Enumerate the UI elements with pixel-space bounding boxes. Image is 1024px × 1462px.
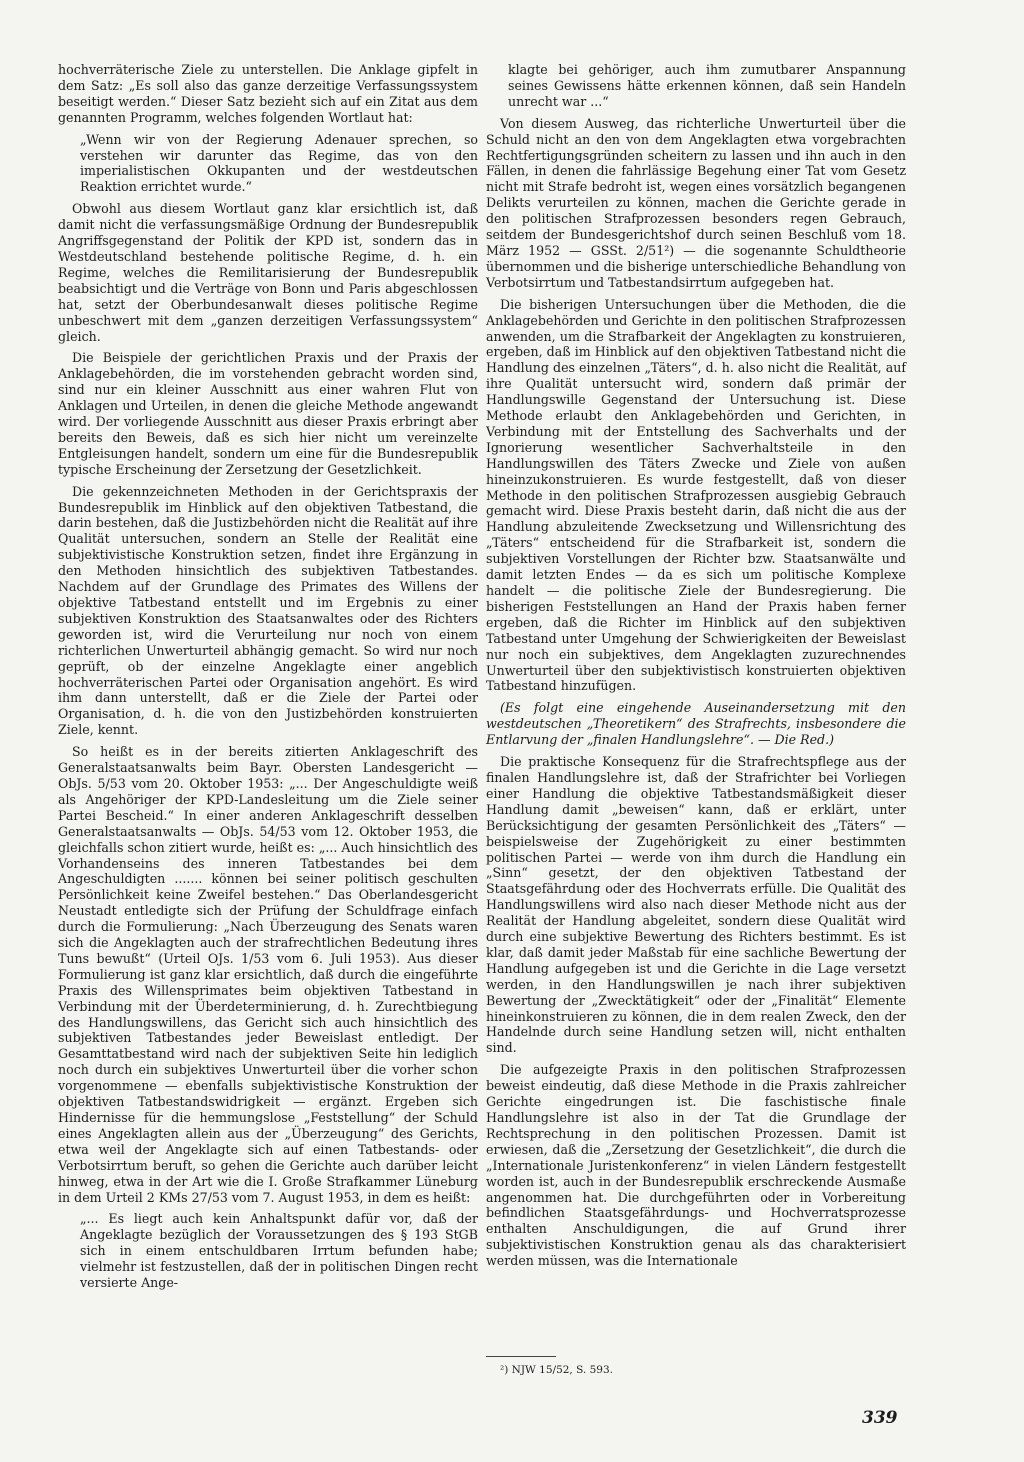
paragraph: Die aufgezeigte Praxis in den politischen Strafprozessen beweist eindeutig, daß diese Methode in die Praxis zahlreicher Gerichte eingedrungen ist. Die faschistische finale Handlungslehre ist also in der Tat die Grundlage der Rechtsprechung in den politischen Prozessen. Damit ist erwiesen, daß die „Zersetzung der Gesetzlichkeit“, die durch die „Internationale Juristenkonferenz“ in vielen Ländern festgestellt worden ist, auch in der Bundesrepublik erschreckende Ausmaße angenommen hat. Die durchgeführten oder in Vorbereitung befindlichen Staatsgefährdungs- und Hochverratsprozesse enthalten Anschuldigungen, die auf Grund ihrer subjektivistischen Konstruktion genau als das charakterisiert werden müssen, was die Internationale (486, 1062, 906, 1269)
block-quote: „Wenn wir von der Regierung Adenauer sprechen, so verstehen wir darunter das Regime, das von den imperialistischen Okkupanten und der westdeutschen Reaktion errichtet wurde.“ (80, 131, 478, 195)
paragraph: hochverräterische Ziele zu unterstellen. Die Anklage gipfelt in dem Satz: „Es soll also das ganze derzeitige Verfassungssystem beseitigt werden.“ Dieser Satz bezieht sich auf ein Zitat aus dem genannten Programm, welches folgenden Wortlaut hat: (58, 62, 478, 125)
paragraph: Die gekennzeichneten Methoden in der Gerichtspraxis der Bundesrepublik im Hinblick auf den objektiven Tatbestand, die darin bestehen, daß die Justizbehörden nicht die Realität auf ihre Qualität untersuchen, sondern an Stelle der Realität eine subjektivistische Konstruktion setzen, findet ihre Ergänzung in den Methoden hinsichtlich des subjektiven Tatbestandes. Nachdem auf der Grundlage des Primates des Willens der objektive Tatbestand entstellt und im Ergebnis zu einer subjektiven Konstruktion des Staatsanwaltes oder des Richters geworden ist, wird die Verurteilung nur noch von einem richterlichen Unwerturteil abhängig gemacht. So wird nur noch geprüft, ob der einzelne Angeklagte einer angeblich hochverräterischen Partei oder Organisation angehört. Es wird ihm dann unterstellt, daß er die Ziele der Partei oder Organisation, d. h. die von den Justizbehörden konstruierten Ziele, kennt. (58, 483, 478, 738)
paragraph: So heißt es in der bereits zitierten Anklageschrift des Generalstaatsanwalts beim Bayr. Obersten Landesgericht — ObJs. 5/53 vom 20. Oktober 1953: „... Der Angeschuldigte weiß als Angehöriger der KPD-Landesleitung um die Ziele seiner Partei Bescheid.“ In einer anderen Anklageschrift desselben Generalstaatsanwalts — ObJs. 54/53 vom 12. Oktober 1953, die gleichfalls schon zitiert wurde, heißt es: „... Auch hinsichtlich des Vorhandenseins des inneren Tatbestandes bei dem Angeschuldigten ....... können bei seiner politisch geschulten Persönlichkeit keine Zweifel bestehen.“ Das Oberlandesgericht Neustadt entledigte sich der Prüfung der Schuldfrage einfach durch die Formulierung: „Nach Überzeugung des Senats waren sich die Angeklagten auch der strafrechtlichen Bedeutung ihres Tuns bewußt“ (Urteil OJs. 1/53 vom 6. Juli 1953). Aus dieser Formulierung ist ganz klar ersichtlich, daß durch die eingeführte Praxis des Willensprimates beim objektiven Tatbestand in Verbindung mit der Überdeterminierung, d. h. Zurechtbiegung des Handlungswillens, das Gericht sich auch hinsichtlich des subjektiven Tatbestandes jeder Beweislast entledigt. Der Gesamttatbestand wird nach der subjektiven Seite hin lediglich noch durch ein subjektives Unwerturteil über die vorher schon vorgenommene — ebenfalls subjektivistische Konstruktion der objektiven Tatbestandswidrigkeit — ergänzt. Ergeben sich Hindernisse für die hemmungslose „Feststellung“ der Schuld eines Angeklagten allein aus der „Überzeugung“ des Gerichts, etwa weil der Angeklagte sich auf einen Tatbestands- oder Verbotsirrtum beruft, so gehen die Gerichte auch darüber leicht hinweg, etwa in der Art wie die I. Große Strafkammer Lüneburg in dem Urteil 2 KMs 27/53 vom 7. August 1953, in dem es heißt: (58, 744, 478, 1205)
paragraph: Obwohl aus diesem Wortlaut ganz klar ersichtlich ist, daß damit nicht die verfassungsmäßige Ordnung der Bundesrepublik Angriffsgegenstand der Politik der KPD ist, sondern das in Westdeutschland bestehende politische Regime, d. h. ein Regime, welches die Remilitarisierung der Bundesrepublik beabsichtigt und die Verträge von Bonn und Paris abgeschlossen hat, setzt der Oberbundesanwalt dieses politische Regime unbeschwert mit dem „ganzen derzeitigen Verfassungssystem“ gleich. (58, 201, 478, 344)
right-column (486, 62, 906, 1275)
paragraph: Von diesem Ausweg, das richterliche Unwerturteil über die Schuld nicht an den von dem Angeklagten etwa vorgebrachten Rechtfertigungsgründen scheitern zu lassen und ihn auch in den Fällen, in denen die fahrlässige Begehung einer Tat vom Gesetz nicht mit Strafe bedroht ist, wegen eines vorsätzlich begangenen Delikts verurteilen zu können, machen die Gerichte gerade in den politischen Strafprozessen besonders regen Gebrauch, seitdem der Bundesgerichtshof durch seinen Beschluß vom 18. März 1952 — GSSt. 2/51²) — die sogenannte Schuldtheorie übernommen und die bisherige unterschiedliche Behandlung von Verbotsirrtum und Tatbestandsirrtum aufgegeben hat. (486, 115, 906, 290)
editorial-note: (Es folgt eine eingehende Auseinandersetzung mit den westdeutschen „Theoretikern“ des Strafrechts, insbesondere die Entlarvung der „finalen Handlungslehre“. — Die Red.) (486, 700, 906, 748)
paragraph: Die praktische Konsequenz für die Strafrechtspflege aus der finalen Handlungslehre ist, daß der Strafrichter bei Vorliegen einer Handlung die objektive Tatbestandsmäßigkeit dieser Handlung damit „beweisen“ kann, daß er erklärt, unter Berücksichtigung der gesamten Persönlichkeit des „Täters“ — beispielsweise der Zugehörigkeit zu einer bestimmten politischen Partei — werde von ihm durch die Handlung ein „Sinn“ gesetzt, der den objektiven Tatbestand der Staatsgefährdung oder des Hochverrats erfülle. Die Qualität des Handlungswillens wird also nach dieser Methode nicht aus der Realität der Handlung abgeleitet, sondern diese Qualität wird durch eine subjektive Bewertung des Richters bestimmt. Es ist klar, daß damit jeder Maßstab für eine sachliche Bewertung der Handlung aufgegeben ist und die Gerichte in die Lage versetzt werden, in den Handlungswillen je nach ihrer subjektiven Bewertung der „Zwecktätigkeit“ oder der „Finalität“ Elemente hineinkonstruieren zu können, die in dem realen Zweck, den der Handelnde durch seine Handlung setzen will, nicht enthalten sind. (486, 754, 906, 1056)
footnote: ²) NJW 15/52, S. 593. (500, 1364, 613, 1376)
page-number: 339 (862, 1408, 898, 1428)
paragraph: Die bisherigen Untersuchungen über die Methoden, die die Anklagebehörden und Gerichte in den politischen Strafprozessen anwenden, um die Strafbarkeit der Angeklagten zu konstruieren, ergeben, daß im Hinblick auf den objektiven Tatbestand nicht die Handlung des einzelnen „Täters“, d. h. also nicht die Realität, auf ihre Qualität untersucht wird, sondern daß primär der Handlungswille Gegenstand der Untersuchung ist. Diese Methode erlaubt den Anklagebehörden und Gerichten, in Verbindung mit der Entstellung des Sachverhalts und der Ignorierung wesentlicher Sachverhaltsteile in den Handlungswillen des Täters Zwecke und Ziele von außen hineinzukonstruieren. Es wurde festgestellt, daß von dieser Methode in den politischen Strafprozessen ausgiebig Gebrauch gemacht wird. Diese Praxis besteht darin, daß nicht die aus der Handlung abzuleitende Zwecksetzung und Willensrichtung des „Täters“ entscheidend für die Strafbarkeit ist, sondern die subjektiven Vorstellungen der Richter bzw. Staatsanwälte und damit letzten Endes — da es sich um politische Komplexe handelt — die politische Ziele der Bundesregierung. Die bisherigen Feststellungen an Hand der Praxis haben ferner ergeben, daß die Richter im Hinblick auf den subjektiven Tatbestand unter Umgehung der Schwierigkeiten der Beweislast nur noch ein subjektives, dem Angeklagten zuzurechnendes Unwerturteil über den subjektivistisch konstruierten objektiven Tatbestand hinzufügen. (486, 296, 906, 694)
paragraph: Die Beispiele der gerichtlichen Praxis und der Praxis der Anklagebehörden, die im vorstehenden gebracht worden sind, sind nur ein kleiner Ausschnitt aus einer wahren Flut von Anklagen und Urteilen, in denen die gleiche Methode angewandt wird. Der vorliegende Ausschnitt aus dieser Praxis erbringt aber bereits den Beweis, daß es sich hier nicht um vereinzelte Entgleisungen handelt, sondern um eine für die Bundesrepublik typische Erscheinung der Zersetzung der Gesetzlichkeit. (58, 350, 478, 477)
block-quote: klagte bei gehöriger, auch ihm zumutbarer Anspannung seines Gewissens hätte erkennen können, daß sein Handeln unrecht war ...“ (508, 62, 906, 109)
block-quote: „... Es liegt auch kein Anhaltspunkt dafür vor, daß der Angeklagte bezüglich der Voraussetzungen des § 193 StGB sich in einem entschuldbaren Irrtum befunden habe; vielmehr ist festzustellen, daß der in politischen Dingen recht versierte Ange- (80, 1211, 478, 1291)
footnote-divider (486, 1356, 556, 1357)
left-column (58, 62, 478, 1297)
